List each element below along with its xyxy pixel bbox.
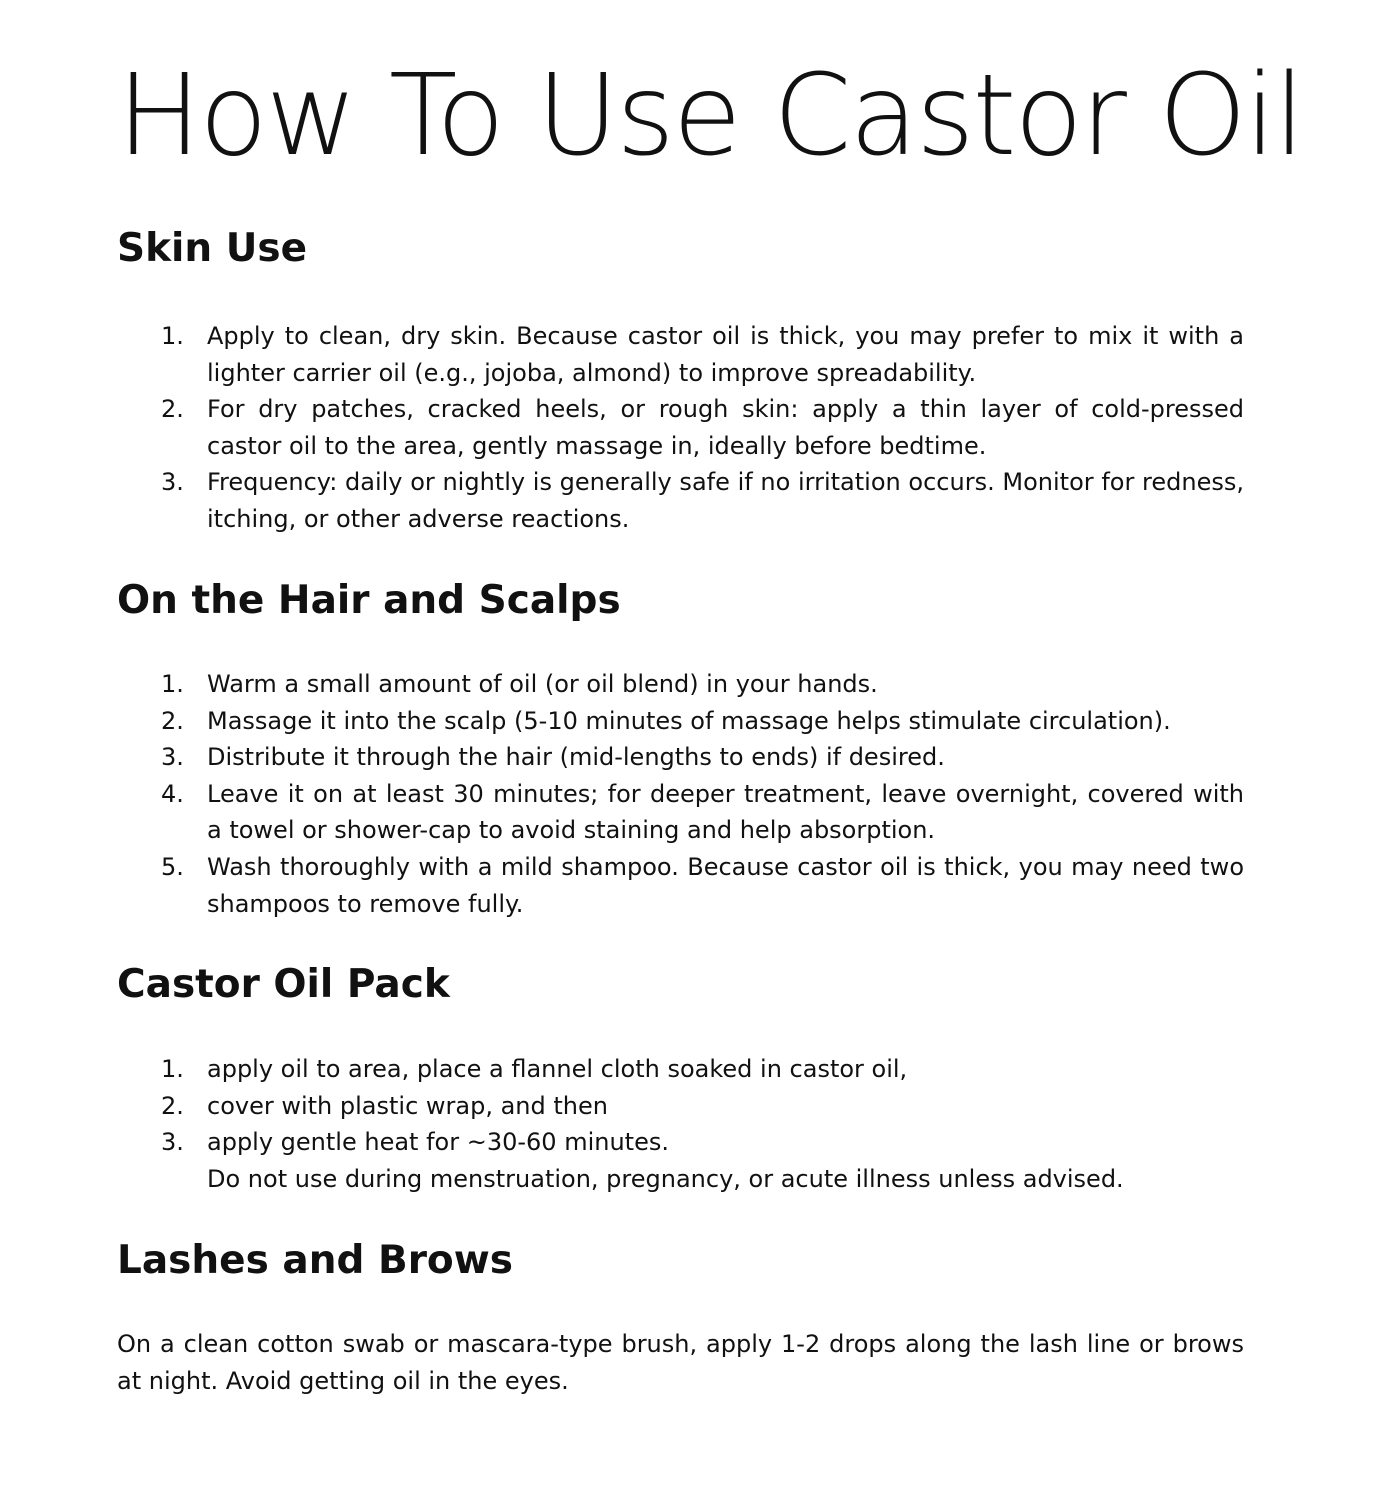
list-item (117, 1088, 1244, 1125)
step-number: 5. (161, 852, 184, 881)
list-item (117, 318, 1244, 391)
lashes-and-brows-paragraph: On a clean cotton swab or mascara-type brush, apply 1-2 drops along the lash line or brows at night. Avoid getting oil in the eyes. (117, 1330, 1244, 1395)
page-title: How To Use Castor Oil (117, 51, 1303, 181)
step-number: 3. (161, 1128, 184, 1157)
castor-oil-pack-steps (117, 1051, 1244, 1197)
step-number: 3. (161, 468, 184, 497)
step-text: For dry patches, cracked heels, or rough skin: apply a thin layer of cold-pressed castor oil to the area, gently massage in, ideally before bedtime. (207, 395, 1244, 460)
step-text: Distribute it through the hair (mid-lengths to ends) if desired. (207, 743, 945, 772)
step-text: cover with plastic wrap, and then (207, 1091, 608, 1120)
section-heading-castor-oil-pack: Castor Oil Pack (117, 962, 450, 1007)
section-heading-skin-use: Skin Use (117, 226, 308, 271)
step-number: 2. (161, 395, 184, 424)
section-heading-lashes-and-brows: Lashes and Brows (117, 1238, 513, 1283)
step-number: 4. (161, 779, 184, 808)
step-number: 1. (161, 322, 184, 350)
step-number: 1. (161, 670, 184, 698)
step-text: apply gentle heat for ~30-60 minutes. (207, 1128, 669, 1157)
step-text: apply oil to area, place a flannel cloth soaked in castor oil, (207, 1055, 908, 1083)
list-item (117, 703, 1244, 740)
list-item (117, 1124, 1244, 1197)
list-item (117, 666, 1244, 703)
section-heading-hair-and-scalps: On the Hair and Scalps (117, 578, 621, 623)
step-text: Leave it on at least 30 minutes; for deeper treatment, leave overnight, covered with a towel or shower-cap to avoid staining and help absorption. (207, 779, 1244, 845)
step-text: Massage it into the scalp (5-10 minutes of massage helps stimulate circulation). (207, 706, 1171, 735)
skin-use-steps (117, 318, 1244, 538)
step-number: 2. (161, 1091, 184, 1120)
step-number: 1. (161, 1055, 184, 1083)
step-number: 2. (161, 706, 184, 735)
list-item (117, 739, 1244, 776)
list-item (117, 391, 1244, 464)
step-text: Warm a small amount of oil (or oil blend) in your hands. (207, 670, 878, 698)
step-text: Frequency: daily or nightly is generally safe if no irritation occurs. Monitor for redness, itching, or other adverse reactions. (207, 468, 1244, 533)
list-item (117, 464, 1244, 537)
list-item (117, 1051, 1244, 1088)
hair-and-scalps-steps (117, 666, 1244, 922)
step-text: Apply to clean, dry skin. Because castor oil is thick, you may prefer to mix it with a lighter carrier oil (e.g., jojoba, almond) to improve spreadability. (207, 322, 1244, 387)
caution-note: Do not use during menstruation, pregnancy, or acute illness unless advised. (207, 1164, 1124, 1193)
list-item (117, 776, 1244, 849)
list-item (117, 849, 1244, 922)
step-text: Wash thoroughly with a mild shampoo. Because castor oil is thick, you may need two shampoos to remove fully. (207, 852, 1244, 918)
step-number: 3. (161, 743, 184, 772)
